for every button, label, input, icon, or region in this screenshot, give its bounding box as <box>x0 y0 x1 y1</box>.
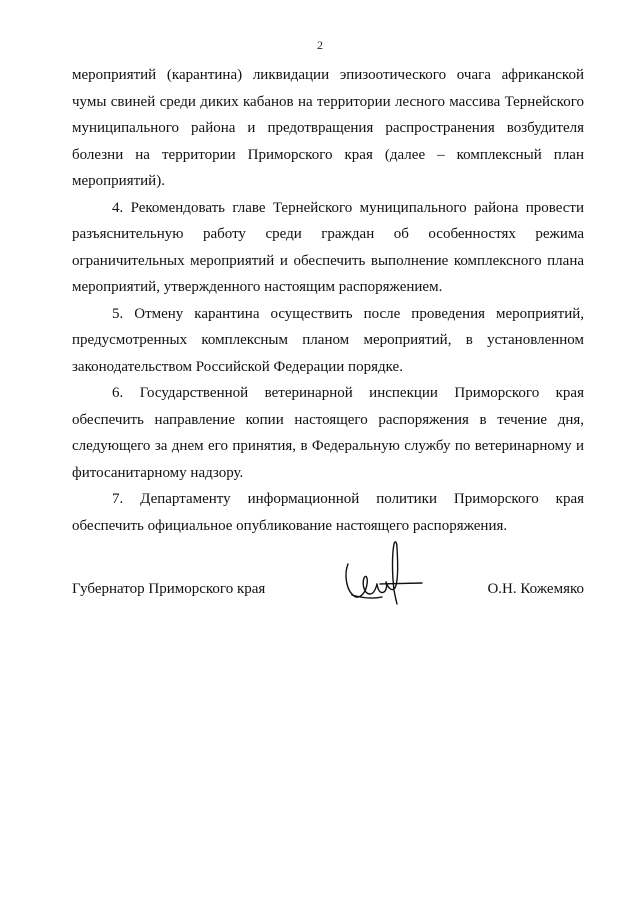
signatory-title: Губернатор Приморского края <box>72 581 266 597</box>
signature-block <box>72 576 584 616</box>
paragraph-item-6: 6. Государственной ветеринарной инспекции Приморского края обеспечить направление копии настоящего распоряжения в течение дня, следующего за днем его принятия, в Федеральную службу по ветеринарному и фитосанитарному надзору. <box>72 385 584 481</box>
page-number: 2 <box>317 38 323 52</box>
signatory-name: О.Н. Кожемяко <box>487 581 584 597</box>
paragraph-item-5: 5. Отмену карантина осуществить после проведения мероприятий, предусмотренных комплексным планом мероприятий, в установленном законодательством Российской Федерации порядке. <box>72 305 584 375</box>
paragraph-item-4: 4. Рекомендовать главе Тернейского муниципального района провести разъяснительную работу среди граждан об особенностях режима ограничительных мероприятий и обеспечить выполнение комплексного плана мероприятий, утвержденного настоящим распоряжением. <box>72 199 584 295</box>
paragraph-item-7: 7. Департаменту информационной политики Приморского края обеспечить официальное опубликование настоящего распоряжения. <box>72 491 584 534</box>
document-body <box>72 62 584 539</box>
paragraph-continuation: мероприятий (карантина) ликвидации эпизоотического очага африканской чумы свиней среди диких кабанов на территории лесного массива Тернейского муниципального района и предотвращения распространения возбудителя болезни на территории Приморского края (далее – комплексный план мероприятий). <box>72 67 584 189</box>
handwritten-signature <box>340 534 430 614</box>
